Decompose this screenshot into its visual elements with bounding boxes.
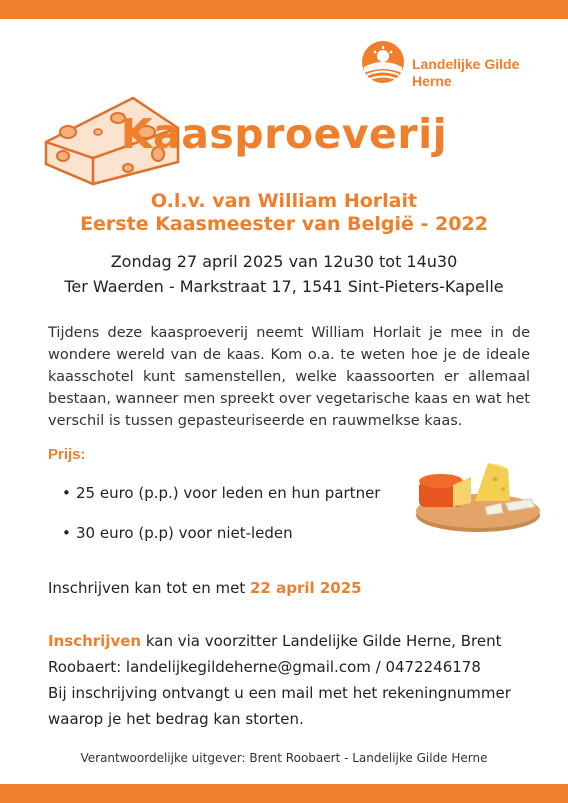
- registration-text1: kan via voorzitter Landelijke Gilde Herne, Brent: [141, 632, 502, 650]
- event-title: Kaasproeverij: [120, 110, 448, 158]
- registration-label: Inschrijven: [48, 632, 142, 650]
- registration-line1: [48, 628, 548, 654]
- deadline-text: Inschrijven kan tot en met: [48, 579, 250, 597]
- price-label: Prijs:: [48, 446, 86, 463]
- brand-name-line1: Landelijke Gilde: [412, 56, 520, 72]
- event-date-time: Zondag 27 april 2025 van 12u30 tot 14u30: [110, 252, 458, 271]
- registration-line3: Bij inschrijving ontvangt u een mail met het rekeningnummer: [48, 684, 511, 702]
- publisher-footer: Verantwoordelijke uitgever: Brent Roobaert - Landelijke Gilde Herne: [80, 751, 488, 765]
- deadline-date: 22 april 2025: [249, 579, 362, 597]
- registration-info: [48, 628, 548, 732]
- event-subtitle-line2: Eerste Kaasmeester van België - 2022: [80, 213, 488, 235]
- brand-name: [412, 56, 519, 90]
- registration-line4: waarop je het bedrag kan storten.: [48, 710, 304, 728]
- brand-name-line2: Herne: [412, 73, 452, 89]
- top-accent-bar: [0, 0, 568, 19]
- registration-deadline: [48, 579, 362, 597]
- event-location: Ter Waerden - Markstraat 17, 1541 Sint-Pieters-Kapelle: [64, 277, 504, 296]
- cheese-board-icon: [413, 455, 543, 535]
- price-list: [62, 484, 380, 564]
- event-description: Tijdens deze kaasproeverij neemt William Horlait je mee in de wondere wereld van de kaas. Kom o.a. te weten hoe je de ideale kaasschotel kunt samenstellen, welke kaassoorten er allemaal bestaan, wanneer men spreekt over vegetarische kaas en wat het verschil is tussen gepasteuriseerde en rauwmelkse kaas.: [48, 325, 530, 429]
- sun-field-logo-icon: [360, 39, 406, 85]
- event-subtitle-line1: O.l.v. van William Horlait: [150, 190, 418, 212]
- price-item-non-members: • 30 euro (p.p) voor niet-leden: [62, 524, 380, 564]
- bottom-accent-bar: [0, 784, 568, 803]
- brand-logo: [360, 39, 550, 89]
- price-item-members: • 25 euro (p.p.) voor leden en hun partner: [62, 484, 380, 524]
- registration-line2: Roobaert: landelijkegildeherne@gmail.com / 0472246178: [48, 658, 481, 676]
